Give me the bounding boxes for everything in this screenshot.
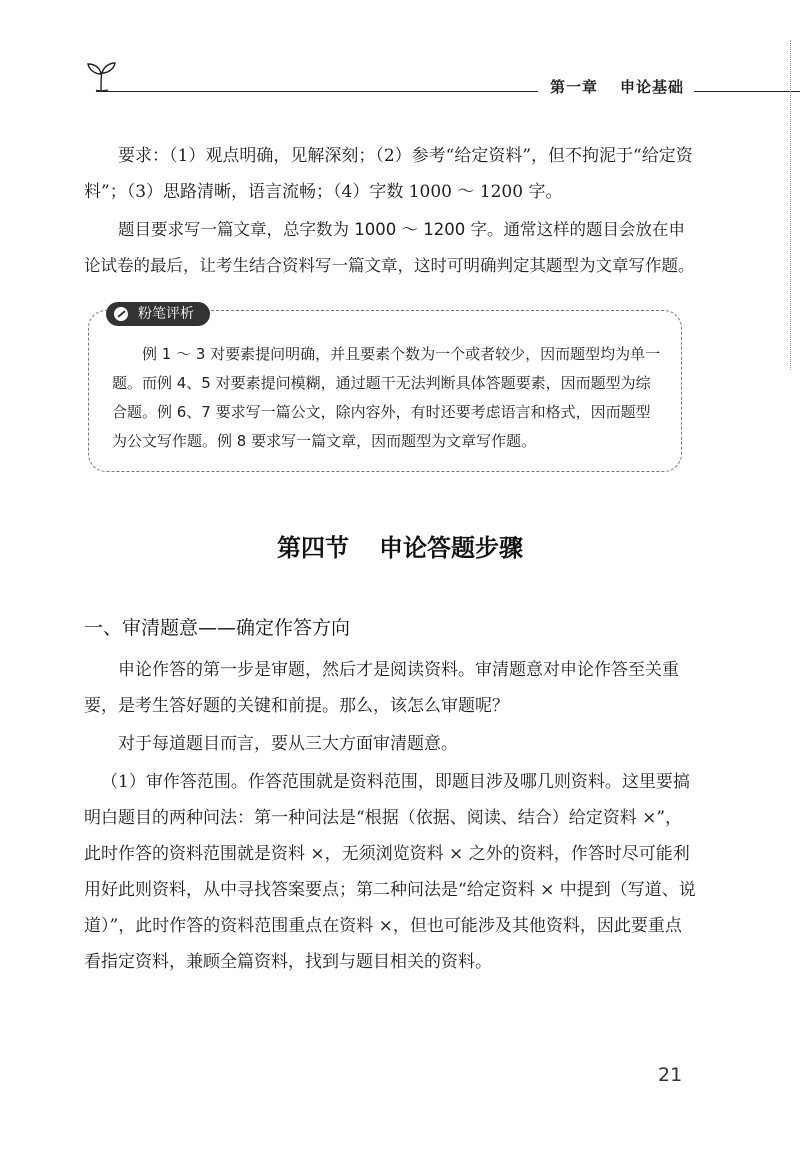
chapter-number: 第一章 (550, 78, 599, 96)
running-header (550, 76, 684, 97)
page-number: 21 (658, 1064, 683, 1086)
section-number: 第四节 (277, 534, 349, 562)
requirements-paragraph: 要求：（1）观点明确，见解深刻；（2）参考“给定资料”，但不拘泥于“给定资料”；（3）思路清晰，语言流畅；（4）字数 1000 ～ 1200 字。 (84, 146, 693, 202)
analysis-text: 例 1 ～ 3 对要素提问明确，并且要素个数为一个或者较少，因而题型均为单一题。而例 4、5 对要素提问模糊，通过题干无法判断具体答题要素，因而题型为综合题。例 6、7 要求写一篇公文，除内容外，有时还要考虑语言和格式，因而题型为公文写作题。例 8 要求写一篇文章，因而题型为文章写作题。 (112, 345, 661, 450)
chapter-title: 申论基础 (620, 78, 685, 96)
analysis-label (106, 302, 210, 326)
body-paragraph: 对于每道题目而言，要从三大方面审清题意。 (118, 734, 458, 754)
section-title (0, 528, 800, 563)
section-name: 申论答题步骤 (379, 534, 523, 562)
analysis-label-text: 粉笔评析 (138, 306, 194, 322)
header-rule-right (694, 91, 800, 92)
body-paragraph: （1）审作答范围。作答范围就是资料范围，即题目涉及哪几则资料。这里要搞明白题目的两种问法：第一种问法是“根据（依据、阅读、结合）给定资料 ×”，此时作答的资料范围就是资料 ×，无须浏览资料 × 之外的资料，作答时尽可能利用好此则资料，从中寻找答案要点；第二种问法是“给定资料 × 中提到（写道、说道）”，此时作答的资料范围重点在资料 ×，但也可能涉及其他资料，因此要重点看指定资料，兼顾全篇资料，找到与题目相关的资料。 (84, 772, 696, 972)
page-header (0, 0, 800, 110)
sprout-icon (84, 60, 118, 92)
body-paragraph: 申论作答的第一步是审题，然后才是阅读资料。审清题意对申论作答至关重要，是考生答好题的关键和前提。那么，该怎么审题呢？ (84, 660, 679, 716)
margin-dotted-line (790, 40, 793, 370)
leaf-icon (114, 307, 128, 321)
subheading: 一、审清题意——确定作答方向 (84, 617, 351, 639)
header-rule-left (96, 91, 538, 92)
explanation-paragraph: 题目要求写一篇文章，总字数为 1000 ～ 1200 字。通常这样的题目会放在申论试卷的最后，让考生结合资料写一篇文章，这时可明确判定其题型为文章写作题。 (84, 220, 695, 275)
